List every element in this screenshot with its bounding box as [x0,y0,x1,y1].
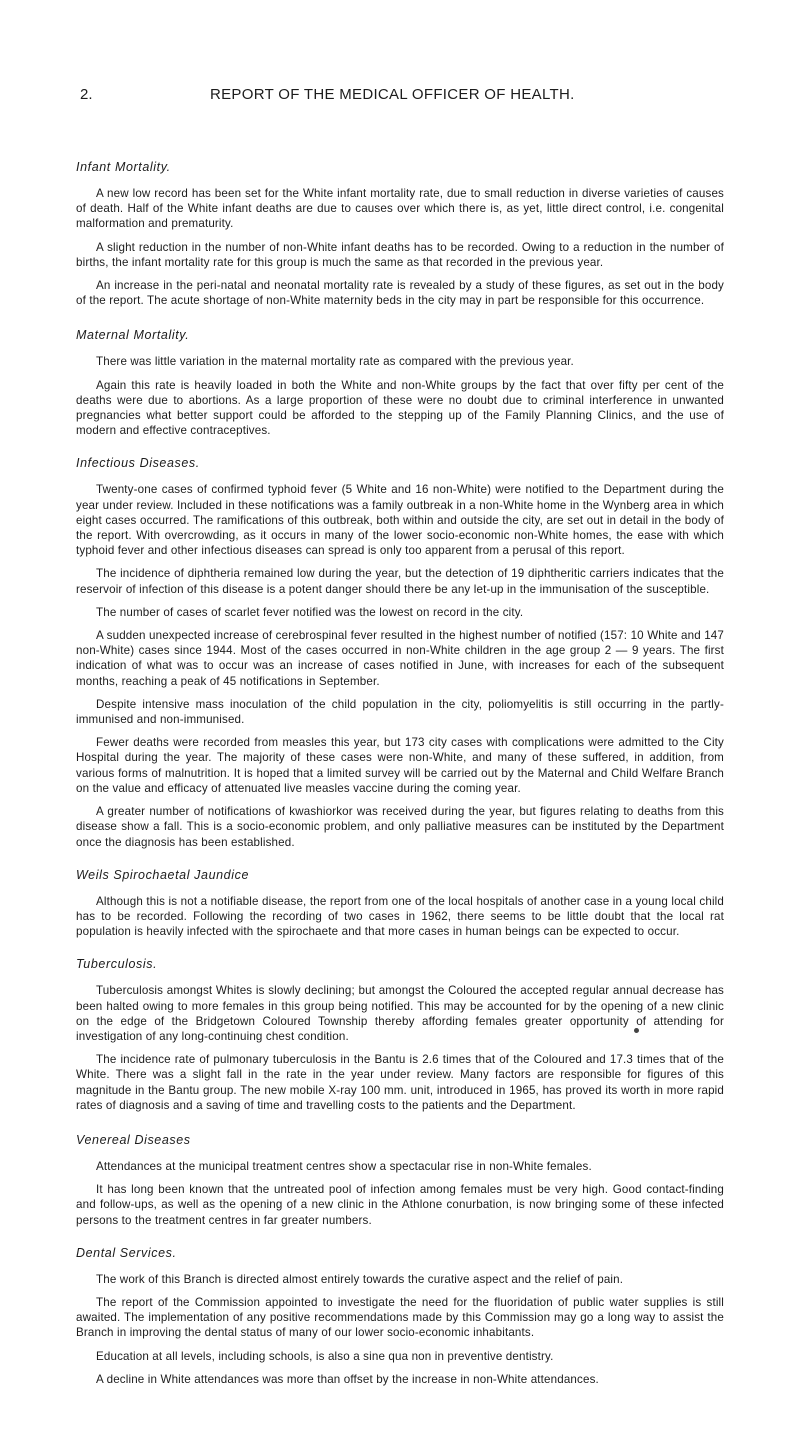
paragraph: The work of this Branch is directed almost entirely towards the curative aspect and the relief of pain. [96,1272,624,1286]
paragraph: Although this is not a notifiable disease, the report from one of the local hospitals of another case in a young local child has to be recorded. Following the recording of two cases in 1962, there seems to be little doubt that the local rat population is heavily infected with the spirochaete and that more cases in human beings can be expected to occur. [76,894,724,939]
section-weils-jaundice [76,868,724,940]
paragraph: A slight reduction in the number of non-White infant deaths has to be recorded. Owing to a reduction in the number of births, the infant mortality rate for this group is much the same as that recorded in the previous year. [76,240,724,269]
paragraph: Again this rate is heavily loaded in both the White and non-White groups by the fact that over fifty per cent of the deaths were due to abortions. As a large proportion of these were no doubt due to criminal interference in unwanted pregnancies what better support could be afforded to the stepping up of the Family Planning Clinics, and the use of modern and effective contraceptives. [76,378,724,438]
paragraph: A decline in White attendances was more than offset by the increase in non-White attendances. [96,1372,599,1386]
paragraph: Fewer deaths were recorded from measles this year, but 173 city cases with complications were admitted to the City Hospital during the year. The majority of these cases were non-White, and many of these suffered, in addition, from various forms of malnutrition. It is hoped that a limited survey will be carried out by the Maternal and Child Welfare Branch on the value and efficacy of attenuated live measles vaccine during the coming year. [76,736,724,795]
paragraph: Education at all levels, including schools, is also a sine qua non in preventive dentistry. [96,1349,554,1363]
section-heading: Venereal Diseases [76,1132,191,1147]
ink-dot-mark [634,1028,639,1033]
page-header-title: REPORT OF THE MEDICAL OFFICER OF HEALTH. [210,86,575,103]
section-maternal-mortality [76,328,724,438]
paragraph: Twenty-one cases of confirmed typhoid fever (5 White and 16 non-White) were notified to the Department during the year under review. Included in these notifications was a family outbreak in a non-White home in the Wynberg area in which eight cases occurred. The ramifications of this outbreak, both within and outside the city, are set out in detail in the body of the report. With overcrowding, as it occurs in many of the lower socio-economic non-White homes, the ease with which typhoid fever and other infectious diseases can spread is only too apparent from a perusal of this report. [76,483,724,558]
paragraph: Despite intensive mass inoculation of the child population in the city, poliomyelitis is still occurring in the partly-immunised and non-immunised. [76,697,724,727]
paragraph: An increase in the peri-natal and neonatal mortality rate is revealed by a study of these figures, as set out in the body of the report. The acute shortage of non-White maternity beds in the city may in part be responsible for this occurrence. [76,279,724,308]
paragraph: The number of cases of scarlet fever notified was the lowest on record in the city. [96,605,524,619]
paragraph: A new low record has been set for the White infant mortality rate, due to small reduction in diverse varieties of causes of death. Half of the White infant deaths are due to causes over which there is, as yet, little direct control, i.e. congenital malformation and prematurity. [76,187,724,231]
section-venereal-diseases [76,1133,724,1228]
paragraph: A sudden unexpected increase of cerebrospinal fever resulted in the highest number of notified (157: 10 White and 147 non-White) cases since 1944. Most of the cases occurred in non-White children in the age group 2 — 9 years. The first indication of what was to occur was an increase of cases notified in June, with increases for each of the subsequent months, reaching a peak of 45 notifications in September. [76,629,724,688]
paragraph: Tuberculosis amongst Whites is slowly declining; but amongst the Coloured the accepted regular annual decrease has been halted owing to more females in this group being notified. This may be accounted for by the opening of a new clinic on the edge of the Bridgetown Coloured Township thereby affording females greater opportunity of attending for investigation of any long-continuing chest condition. [76,984,724,1043]
paragraph: Attendances at the municipal treatment centres show a spectacular rise in non-White females. [96,1159,592,1173]
section-heading: Weils Spirochaetal Jaundice [76,867,249,882]
report-body [76,160,724,1405]
section-heading: Dental Services. [76,1245,177,1260]
section-heading: Infectious Diseases. [76,456,200,471]
section-dental-services [76,1246,724,1387]
page-number: 2. [80,86,93,103]
paragraph: The report of the Commission appointed to investigate the need for the fluoridation of public water supplies is still awaited. The implementation of any positive recommendations made by this Commission may go a long way to assist the Branch in improving the dental status of many of our lower socio-economic inhabitants. [76,1295,724,1340]
paragraph: A greater number of notifications of kwashiorkor was received during the year, but figures relating to deaths from this disease show a fall. This is a socio-economic problem, and only palliative measures can be instituted by the Department once the diagnosis has been established. [76,805,724,849]
paragraph: The incidence of diphtheria remained low during the year, but the detection of 19 diphtheritic carriers indicates that the reservoir of infection of this disease is a potent danger should there be any let-up in the immunisation of the susceptible. [76,567,724,596]
paragraph: It has long been known that the untreated pool of infection among females must be very high. Good contact-finding and follow-ups, as well as the opening of a new clinic in the Athlone conurbation, is now bringing some of these infected persons to the treatment centres in far greater numbers. [76,1183,724,1227]
section-heading: Maternal Mortality. [76,328,190,343]
section-tuberculosis [76,957,724,1113]
section-infant-mortality [76,160,724,308]
paragraph: There was little variation in the maternal mortality rate as compared with the previous year. [96,355,574,369]
section-infectious-diseases [76,456,724,849]
section-heading: Tuberculosis. [76,957,158,972]
paragraph: The incidence rate of pulmonary tuberculosis in the Bantu is 2.6 times that of the Coloured and 17.3 times that of the White. There was a slight fall in the rate in the year under review. Many factors are responsible for figures of this magnitude in the Bantu group. The new mobile X-ray 100 mm. unit, introduced in 1965, has proved its worth in more rapid rates of diagnosis and a saving of time and travelling costs to the patients and the Department. [76,1053,724,1112]
section-heading: Infant Mortality. [76,160,171,174]
